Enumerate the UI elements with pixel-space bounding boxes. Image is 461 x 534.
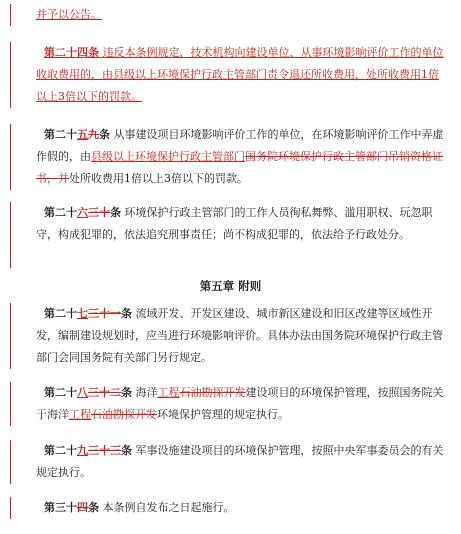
article-25-text-a: 从事建设项目环境影响评价工作的单位，在环境影响评价工作中弄虚作假的，由	[36, 128, 444, 163]
article-30	[36, 497, 448, 519]
article-29-number: 第二十九三十三条	[44, 444, 132, 457]
article-28-inserted-2: 工程	[69, 408, 91, 421]
article-24	[36, 42, 448, 108]
article-28-deleted-2: 石油勘探开发	[91, 408, 157, 421]
article-25-text-b: 处所收费用1倍以上3倍以下的罚款。	[69, 172, 248, 185]
article-29	[36, 440, 448, 484]
article-27	[36, 303, 448, 369]
article-25-inserted: 县级以上环境保护行政主管部门	[91, 150, 245, 163]
top-line: 并予以公告。	[36, 8, 102, 21]
article-25-deleted: 国务院环境保护行政主管部门吊销资格证书，并	[36, 150, 443, 185]
article-26-text: 环境保护行政主管部门的工作人员徇私舞弊、滥用职权、玩忽职守，构成犯罪的，依法追究刑事责任；尚不构成犯罪的，依法给予行政处分。	[36, 206, 433, 241]
change-bar	[10, 382, 11, 426]
article-25	[36, 124, 448, 190]
change-bar	[10, 202, 11, 268]
article-30-text: 本条例自发布之日起施行。	[102, 501, 235, 514]
change-bar	[10, 303, 11, 369]
article-24-number: 第二十四条	[44, 46, 99, 59]
article-28-deleted-1: 石油勘探开发	[179, 386, 246, 399]
chapter-heading: 第五章 附则	[199, 279, 262, 293]
article-28-number: 第二十八三十二条	[44, 386, 132, 399]
article-28-text-c: 环境保护管理的规定执行。	[157, 408, 289, 421]
article-27-number: 第二十七三十一条	[44, 307, 132, 320]
change-bar	[10, 497, 11, 519]
article-27-text: 流域开发、开发区建设、城市新区建设和旧区改建等区域性开发，编制建设规划时，应当进行环境影响评价。具体办法由国务院环境保护行政主管部门会同国务院有关部门另行规定。	[36, 307, 443, 364]
change-bar	[10, 4, 11, 26]
change-bar	[10, 440, 11, 484]
article-29-text: 军事设施建设项目的环境保护管理，按照中央军事委员会的有关规定执行。	[36, 444, 444, 479]
article-28-text-a: 海洋	[135, 386, 158, 399]
article-24-text: 违反本条例规定，技术机构向建设单位、从事环境影响评价工作的单位收取费用的，由县级以上环境保护行政主管部门责令退还所收费用，处所收费用1倍以上3倍以下的罚款。	[36, 46, 444, 103]
article-28	[36, 382, 448, 426]
change-bar	[10, 124, 11, 190]
article-28-inserted-1: 工程	[157, 386, 180, 399]
article-28-text-b: 建设项目的环境保护管理，按照国务院关于海洋	[36, 386, 444, 421]
article-26-number: 第二十六三十条	[44, 206, 121, 219]
article-30-number: 第三十四条	[44, 501, 99, 514]
change-bar	[10, 42, 11, 108]
article-26	[36, 202, 448, 246]
article-25-number: 第二十五九条	[44, 128, 110, 141]
